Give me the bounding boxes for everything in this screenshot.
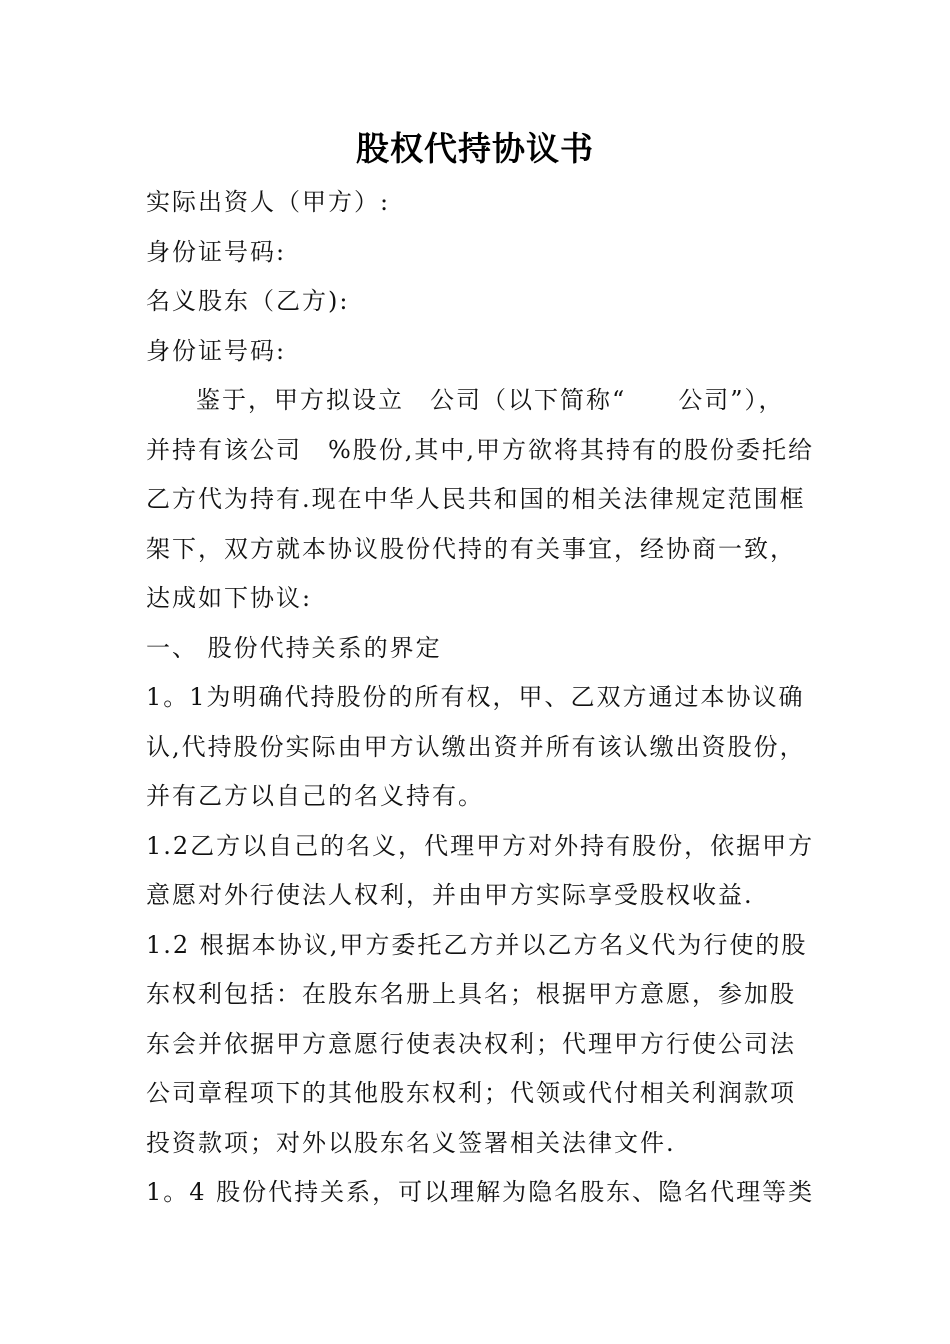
clause-line: 投资款项；对外以股东名义签署相关法律文件. (146, 1128, 676, 1157)
party-a-label: 实际出资人（甲方）: (146, 188, 391, 216)
preamble-line: 达成如下协议: (146, 584, 313, 612)
clause-line: 东权利包括：在股东名册上具名；根据甲方意愿，参加股 (146, 980, 796, 1008)
clause-line: 公司章程项下的其他股东权利；代领或代付相关利润款项 (146, 1079, 796, 1107)
document-title: 股权代持协议书 (356, 129, 594, 168)
preamble-line: 乙方代为持有.现在中华人民共和国的相关法律规定范围框 (146, 485, 806, 513)
clause-line: 意愿对外行使法人权利，并由甲方实际享受股权收益. (146, 881, 754, 909)
party-a-id-label: 身份证号码: (146, 237, 287, 266)
clause-line: 东会并依据甲方意愿行使表决权利；代理甲方行使公司法 (146, 1029, 796, 1058)
clause-line: 1.2 根据本协议,甲方委托乙方并以乙方名义代为行使的股 (146, 930, 808, 959)
clause-line: 1.2乙方以自己的名义，代理甲方对外持有股份，依据甲方 (146, 831, 815, 860)
party-b-label: 名义股东（乙方): (146, 287, 350, 315)
clause-line: 认,代持股份实际由甲方认缴出资并所有该认缴出资股份， (146, 732, 806, 761)
clause-line: 1。1为明确代持股份的所有权，甲、乙双方通过本协议确 (146, 683, 805, 711)
preamble-line: 并持有该公司 %股份,其中,甲方欲将其持有的股份委托给 (146, 435, 815, 464)
document-body (146, 178, 816, 1218)
preamble-line: 架下，双方就本协议股份代持的有关事宜，经协商一致， (146, 534, 796, 563)
clause-line: 1。4 股份代持关系，可以理解为隐名股东、隐名代理等类 (146, 1178, 815, 1206)
clause-line: 并有乙方以自己的名义持有。 (146, 782, 484, 810)
preamble-line: 鉴于，甲方拟设立 公司（以下简称“ 公司”）， (196, 386, 785, 414)
party-b-id-label: 身份证号码: (146, 336, 287, 365)
section-heading: 一、 股份代持关系的界定 (146, 633, 442, 662)
